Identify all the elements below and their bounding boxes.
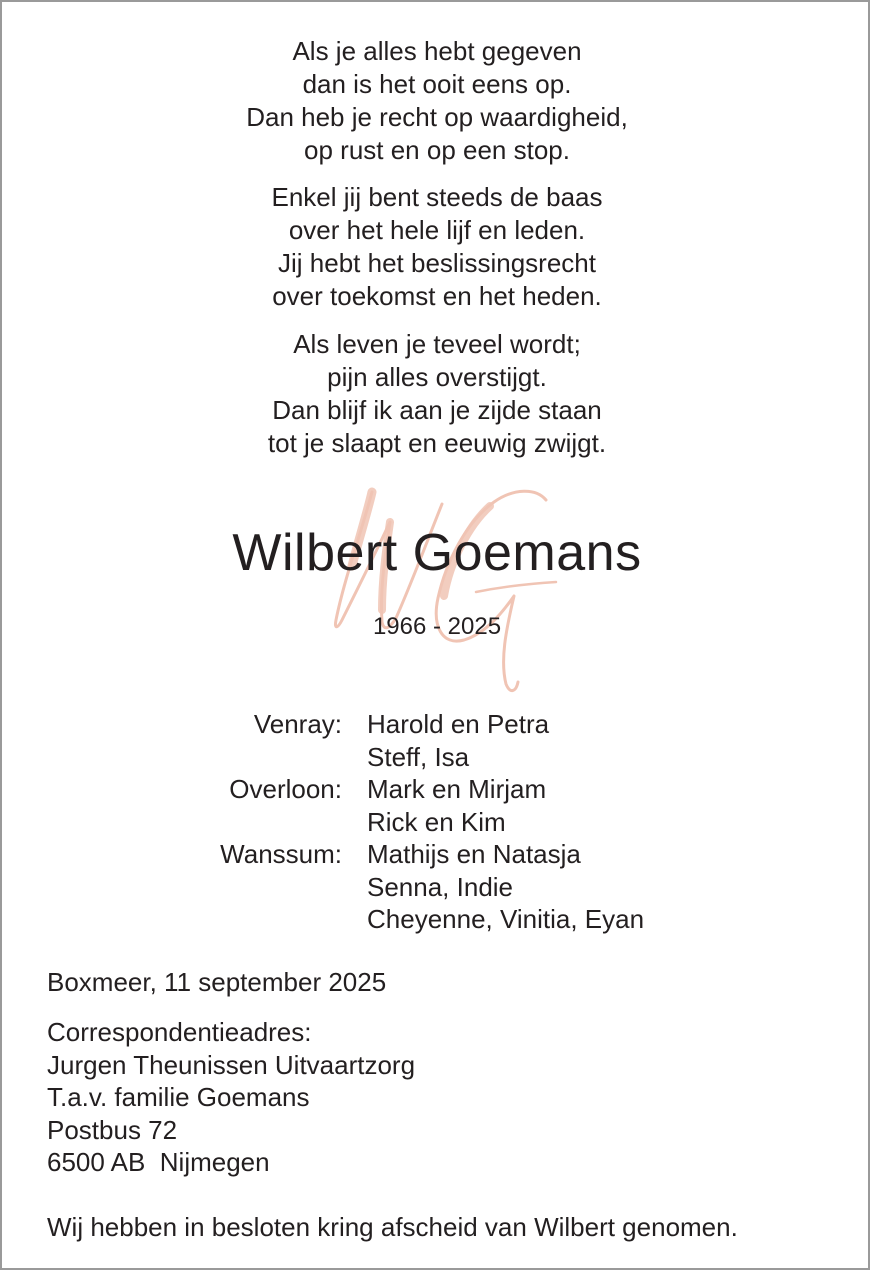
family-row — [0, 903, 874, 936]
poem-line: Als je alles hebt gegeven — [292, 36, 582, 66]
family-row — [0, 708, 874, 741]
poem-line: Dan blijf ik aan je zijde staan — [272, 395, 602, 425]
family-names: Mark en Mirjam — [367, 774, 547, 804]
family-place: Venray: — [253, 709, 342, 739]
family-place: Overloon: — [229, 774, 342, 804]
poem-line: Als leven je teveel wordt; — [293, 329, 581, 359]
poem-line: Jij hebt het beslissingsrecht — [278, 248, 596, 278]
poem-stanza-1 — [0, 35, 874, 167]
family-row — [0, 871, 874, 904]
poem-line: Dan heb je recht op waardigheid, — [246, 102, 628, 132]
place-date: Boxmeer, 11 september 2025 — [47, 967, 387, 997]
poem-line: tot je slaapt en eeuwig zwijgt. — [267, 428, 607, 458]
family-names: Cheyenne, Vinitia, Eyan — [367, 904, 645, 934]
poem-line: pijn alles overstijgt. — [327, 362, 547, 392]
family-row — [0, 838, 874, 871]
poem-line: over toekomst en het heden. — [272, 281, 602, 311]
poem-line: over het hele lijf en leden. — [288, 215, 586, 245]
family-names: Mathijs en Natasja — [367, 839, 581, 869]
family-row — [0, 806, 874, 839]
poem-stanza-3 — [0, 328, 874, 460]
family-names: Senna, Indie — [367, 871, 514, 902]
family-names: Harold en Petra — [367, 709, 550, 739]
deceased-name: Wilbert Goemans — [232, 524, 642, 582]
poem-line: dan is het ooit eens op. — [302, 69, 572, 99]
address-line: Postbus 72 — [47, 1114, 178, 1145]
poem-stanza-2 — [0, 181, 874, 313]
family-row — [0, 773, 874, 806]
family-row — [0, 741, 874, 774]
family-place: Wanssum: — [220, 839, 342, 869]
life-years: 1966 - 2025 — [372, 613, 502, 640]
family-names: Rick en Kim — [367, 806, 506, 837]
address-line: Jurgen Theunissen Uitvaartzorg — [47, 1049, 416, 1080]
farewell-note: Wij hebben in besloten kring afscheid van Wilbert genomen. — [47, 1212, 738, 1242]
address-line: T.a.v. familie Goemans — [47, 1082, 310, 1112]
family-names: Steff, Isa — [367, 741, 470, 772]
address-line: 6500 AB Nijmegen — [47, 1147, 270, 1177]
correspondence-address — [47, 1016, 415, 1179]
address-label: Correspondentieadres: — [47, 1017, 312, 1047]
family-list — [0, 708, 874, 936]
poem-line: op rust en op een stop. — [304, 135, 570, 165]
poem-line: Enkel jij bent steeds de baas — [271, 182, 603, 212]
